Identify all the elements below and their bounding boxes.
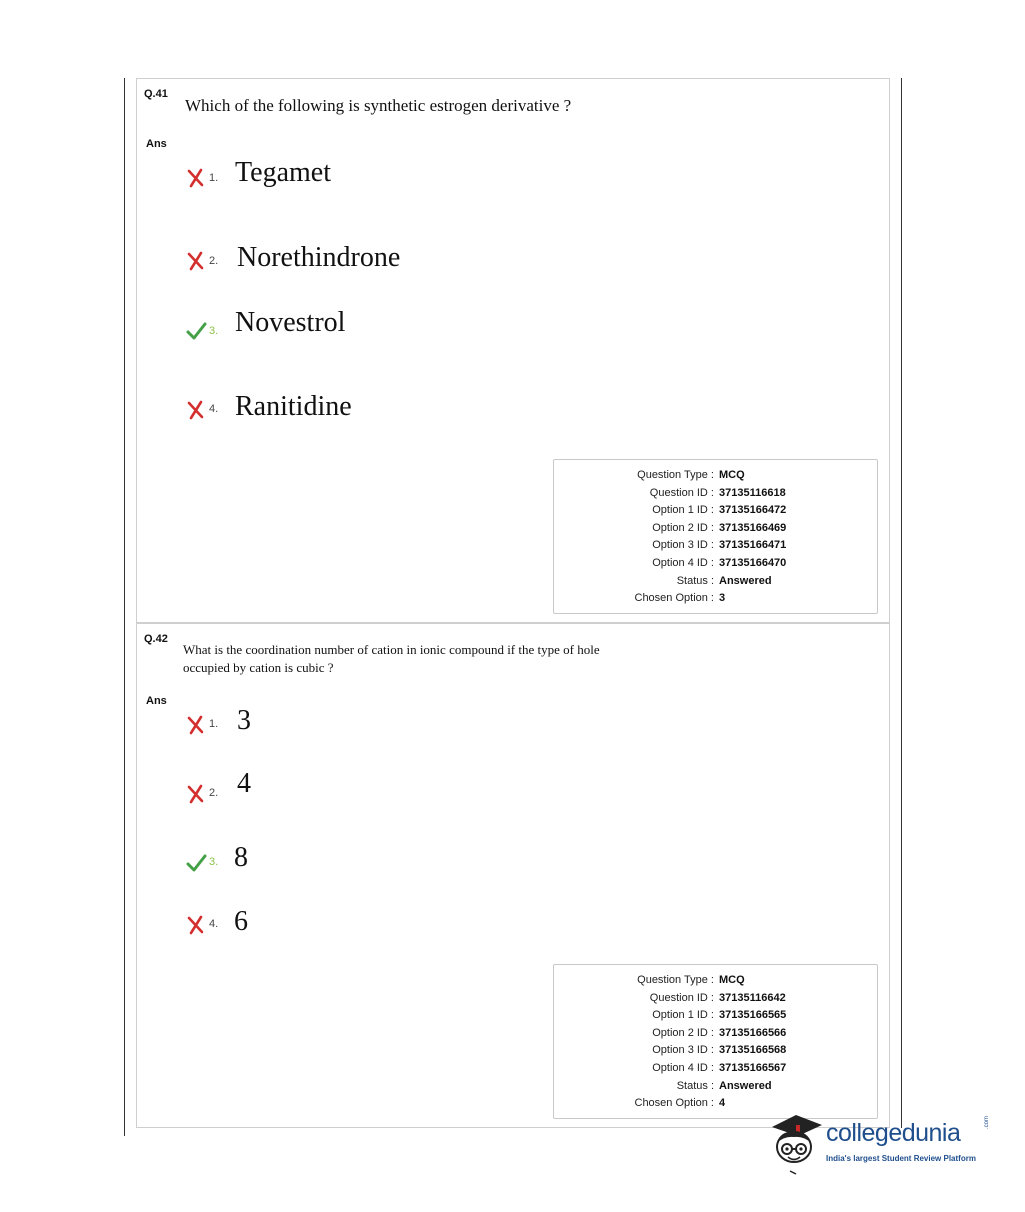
question-text-line-1: What is the coordination number of cation in ionic compound if the type of hole [183, 642, 600, 657]
meta-value: 37135166471 [719, 539, 787, 551]
meta-label: Chosen Option : [634, 592, 714, 604]
meta-label: Chosen Option : [634, 1097, 714, 1109]
option-number: 3. [209, 856, 219, 868]
option-number: 2. [209, 255, 219, 267]
answer-label: Ans [146, 138, 167, 150]
option-number: 1. [209, 172, 219, 184]
meta-value: 37135166470 [719, 557, 787, 569]
meta-value: 37135166566 [719, 1027, 787, 1039]
meta-value: Answered [719, 575, 772, 587]
answer-label: Ans [146, 695, 167, 707]
meta-value: 37135166567 [719, 1062, 787, 1074]
meta-value: 37135116618 [719, 487, 786, 499]
option-text: 4 [237, 768, 251, 799]
question-text: Which of the following is synthetic estrogen derivative ? [185, 96, 572, 115]
meta-label: Option 2 ID : [652, 1027, 714, 1039]
option-number: 4. [209, 403, 219, 415]
meta-value: MCQ [719, 974, 745, 986]
option-number: 3. [209, 325, 219, 337]
check-icon [185, 852, 207, 874]
option-text: Norethindrone [237, 242, 401, 273]
meta-value: 3 [719, 592, 726, 604]
meta-label: Status : [676, 575, 714, 587]
cross-icon [185, 714, 207, 736]
meta-label: Question ID : [649, 992, 714, 1004]
cross-icon [185, 250, 207, 272]
option-text: Tegamet [235, 157, 331, 188]
meta-label: Question Type : [637, 469, 714, 481]
question-text-line-2: occupied by cation is cubic ? [183, 660, 334, 675]
meta-value: MCQ [719, 469, 745, 481]
meta-label: Option 2 ID : [652, 522, 714, 534]
meta-label: Option 1 ID : [652, 1009, 714, 1021]
option-text: 8 [234, 842, 248, 873]
option-text: Ranitidine [235, 391, 352, 422]
meta-value: 37135166565 [719, 1009, 787, 1021]
cross-icon [185, 167, 207, 189]
cross-icon [185, 914, 207, 936]
meta-value: 37135116642 [719, 992, 786, 1004]
cross-icon [185, 399, 207, 421]
mascot-icon [766, 1105, 826, 1175]
option-text: Novestrol [235, 307, 346, 338]
meta-label: Option 4 ID : [652, 557, 714, 569]
meta-value: 37135166472 [719, 504, 787, 516]
meta-value: 4 [719, 1097, 726, 1109]
brand-name: collegedunia [826, 1119, 961, 1147]
meta-label: Status : [676, 1080, 714, 1092]
cross-icon [185, 783, 207, 805]
brand-tagline: India's largest Student Review Platform [826, 1154, 976, 1163]
option-text: 3 [237, 705, 251, 736]
page-right-rule [901, 78, 902, 1128]
question-number: Q.41 [144, 88, 168, 100]
option-text: 6 [234, 906, 248, 937]
question-metadata-42 [553, 964, 878, 1119]
meta-label: Option 4 ID : [652, 1062, 714, 1074]
option-number: 2. [209, 787, 219, 799]
meta-value: 37135166568 [719, 1044, 787, 1056]
meta-value: 37135166469 [719, 522, 787, 534]
meta-label: Option 1 ID : [652, 504, 714, 516]
collegedunia-logo [766, 1105, 996, 1175]
meta-value: Answered [719, 1080, 772, 1092]
option-number: 4. [209, 918, 219, 930]
page-left-rule [124, 78, 125, 1136]
meta-label: Question ID : [649, 487, 714, 499]
check-icon [185, 320, 207, 342]
question-metadata-41 [553, 459, 878, 614]
option-number: 1. [209, 718, 219, 730]
brand-domain-suffix: .com [984, 1115, 990, 1129]
meta-label: Question Type : [637, 974, 714, 986]
meta-label: Option 3 ID : [652, 1044, 714, 1056]
meta-label: Option 3 ID : [652, 539, 714, 551]
question-number: Q.42 [144, 633, 168, 645]
